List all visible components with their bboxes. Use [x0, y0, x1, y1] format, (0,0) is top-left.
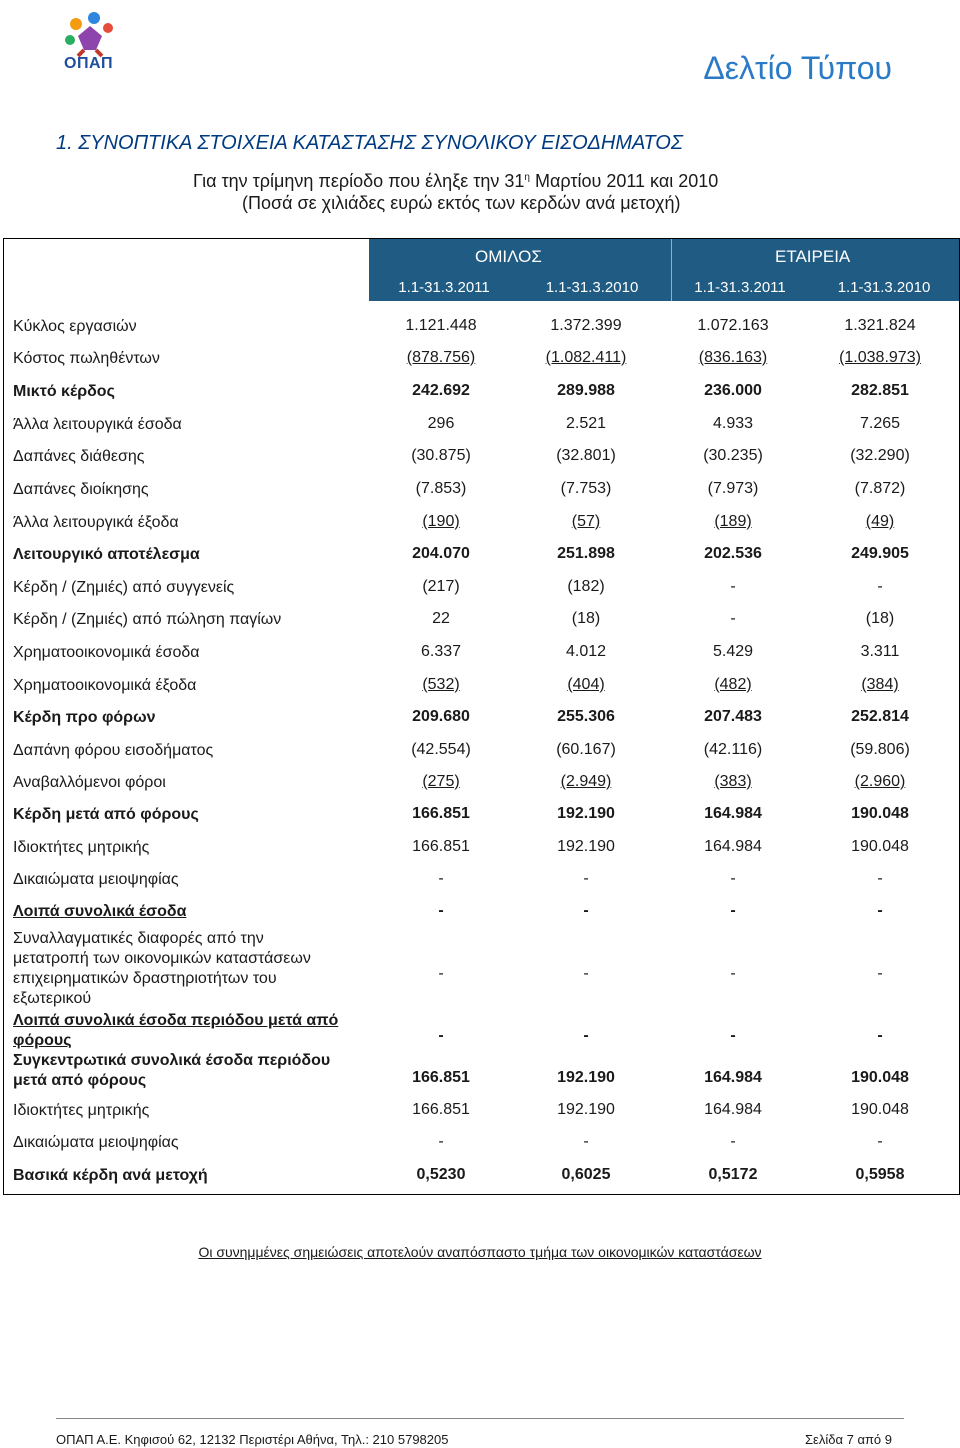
row-value: 192.190 [557, 805, 615, 822]
row-label: Λοιπά συνολικά έσοδα [13, 903, 187, 920]
row-value: - [438, 902, 444, 919]
row-label: Χρηματοοικονομικά έσοδα [13, 644, 200, 661]
table-row [4, 702, 959, 734]
table-row [4, 604, 959, 636]
row-value: 0,5958 [855, 1166, 905, 1183]
row-label: Αναβαλλόμενοι φόροι [13, 774, 166, 791]
table-row [4, 897, 959, 927]
row-value: - [877, 578, 883, 595]
table-row [4, 637, 959, 669]
row-value: 1.072.163 [697, 317, 769, 334]
table-row [4, 409, 959, 441]
row-label: Ιδιοκτήτες μητρικής [13, 1102, 150, 1119]
row-value: 1.121.448 [405, 317, 477, 334]
row-label-line: εξωτερικού [13, 990, 92, 1007]
period-subtitle: Για την τρίμηνη περίοδο που έληξε την $31^\eta$ Μαρτίου 2011 και 2010 [193, 171, 719, 191]
company-header: ΕΤΑΙΡΕΙΑ [775, 247, 851, 266]
row-label-line: Λοιπά συνολικά έσοδα περιόδου μετά από [13, 1012, 339, 1029]
row-value: - [730, 902, 736, 919]
row-value: - [730, 1133, 736, 1150]
row-value: (7.753) [560, 480, 612, 497]
row-label [13, 1051, 330, 1091]
table-row [4, 767, 959, 799]
row-value: 5.429 [712, 643, 754, 660]
row-label: Δαπάνη φόρου εισοδήματος [13, 742, 214, 759]
table-row [4, 343, 959, 375]
row-value: 192.190 [557, 1069, 615, 1086]
row-value: 242.692 [412, 382, 470, 399]
row-value: (57) [571, 513, 601, 530]
row-value: (7.872) [854, 480, 906, 497]
row-value: (7.853) [415, 480, 467, 497]
footer-address: ΟΠΑΠ Α.Ε. Κηφισού 62, 12132 Περιστέρι Αθήνα, Τηλ.: 210 5798205 [56, 1432, 449, 1447]
row-value: (190) [422, 513, 460, 530]
row-value: (404) [567, 676, 605, 693]
row-value: (42.554) [411, 741, 471, 758]
row-value: 249.905 [851, 545, 909, 562]
row-value: 2.521 [565, 415, 607, 432]
row-value: (60.167) [556, 741, 616, 758]
row-value: 209.680 [412, 708, 470, 725]
row-value: 204.070 [412, 545, 470, 562]
logo-text: ΟΠΑΠ [64, 55, 114, 72]
period-header: 1.1-31.3.2011 [694, 279, 786, 296]
row-label-line: Συγκεντρωτικά συνολικά έσοδα περιόδου [13, 1052, 331, 1069]
footer-divider [56, 1418, 904, 1419]
row-label: Δαπάνες διοίκησης [13, 481, 149, 498]
row-value: (18) [571, 610, 601, 627]
row-value: - [877, 870, 883, 887]
document-type-title: Δελτίο Τύπου [703, 50, 892, 86]
table-row [4, 864, 959, 896]
row-value: (49) [865, 513, 895, 530]
row-value: 289.988 [557, 382, 615, 399]
row-value: (1.082.411) [545, 349, 627, 366]
row-value: 202.536 [704, 545, 762, 562]
row-label: Κέρδη / (Ζημιές) από πώληση παγίων [13, 611, 282, 628]
row-value: (217) [422, 578, 460, 595]
row-label-line: μετατροπή των οικονομικών καταστάσεων [13, 950, 311, 967]
row-value: 252.814 [851, 708, 909, 725]
table-row [4, 572, 959, 604]
period-header: 1.1-31.3.2010 [837, 279, 931, 296]
row-value: 6.337 [420, 643, 462, 660]
row-label-line: φόρους [13, 1032, 72, 1049]
row-value: 164.984 [704, 838, 762, 855]
row-value: (878.756) [406, 349, 476, 366]
row-label-line: Συναλλαγματικές διαφορές από την [13, 930, 264, 947]
row-value: (275) [422, 773, 460, 790]
row-value: 1.321.824 [844, 317, 916, 334]
row-value: 166.851 [412, 805, 470, 822]
row-value: 296 [427, 415, 455, 432]
row-value: 190.048 [851, 1101, 909, 1118]
row-value: (32.290) [850, 447, 910, 464]
table-row [4, 507, 959, 539]
row-value: - [730, 578, 736, 595]
row-value: 166.851 [412, 1101, 470, 1118]
table-row [4, 832, 959, 864]
row-value: 4.012 [565, 643, 607, 660]
row-label: Χρηματοοικονομικά έξοδα [13, 677, 197, 694]
row-value: 22 [432, 610, 450, 627]
row-value: 251.898 [557, 545, 615, 562]
row-label: Άλλα λειτουργικά έξοδα [13, 514, 179, 531]
row-label: Μικτό κέρδος [13, 383, 115, 400]
row-value: 164.984 [704, 805, 762, 822]
row-value: (30.235) [703, 447, 763, 464]
row-value: - [877, 965, 883, 982]
row-value: - [438, 870, 444, 887]
table-row [4, 927, 959, 1007]
row-value: (384) [861, 676, 899, 693]
row-value: - [583, 965, 589, 982]
row-value: 282.851 [851, 382, 909, 399]
row-value: 207.483 [704, 708, 762, 725]
row-value: 236.000 [704, 382, 762, 399]
table-header [369, 239, 959, 301]
row-label: Κύκλος εργασιών [13, 318, 137, 335]
income-statement-table [3, 238, 960, 1195]
table-row [4, 1127, 959, 1159]
row-label: Βασικά κέρδη ανά μετοχή [13, 1167, 208, 1184]
row-label [13, 1011, 338, 1051]
section-title: 1. ΣΥΝΟΠΤΙΚΑ ΣΤΟΙΧΕΙΑ ΚΑΤΑΣΤΑΣΗΣ ΣΥΝΟΛΙΚΟΥ ΕΙΣΟΔΗΜΑΤΟΣ [56, 132, 683, 154]
row-value: 192.190 [557, 1101, 615, 1118]
table-row [4, 670, 959, 702]
table-row [4, 1095, 959, 1127]
row-value: 7.265 [859, 415, 901, 432]
table-row [4, 799, 959, 831]
row-label-line: μετά από φόρους [13, 1072, 147, 1089]
row-value: - [877, 902, 883, 919]
row-value: (189) [714, 513, 752, 530]
row-value: 190.048 [851, 805, 909, 822]
table-row [4, 311, 959, 343]
table-row [4, 1009, 959, 1049]
row-value: - [583, 870, 589, 887]
row-value: - [730, 870, 736, 887]
table-row [4, 1049, 959, 1093]
period-header: 1.1-31.3.2010 [545, 279, 639, 296]
table-row [4, 539, 959, 571]
row-value: (42.116) [703, 741, 763, 758]
row-value: 190.048 [851, 1069, 909, 1086]
row-value: - [730, 965, 736, 982]
page-number: Σελίδα 7 από 9 [805, 1432, 892, 1447]
row-label: Κέρδη μετά από φόρους [13, 806, 199, 823]
row-value: - [730, 610, 736, 627]
row-value: - [583, 1133, 589, 1150]
row-value: (2.949) [560, 773, 612, 790]
row-label: Λειτουργικό αποτέλεσμα [13, 546, 200, 563]
row-value: (182) [567, 578, 605, 595]
row-value: 255.306 [557, 708, 615, 725]
table-row [4, 474, 959, 506]
row-label: Δαπάνες διάθεσης [13, 448, 145, 465]
row-value: (18) [865, 610, 895, 627]
row-value: (836.163) [698, 349, 768, 366]
row-value: (30.875) [411, 447, 471, 464]
row-value: (59.806) [850, 741, 910, 758]
row-label: Δικαιώματα μειοψηφίας [13, 871, 179, 888]
row-value: - [438, 1133, 444, 1150]
row-label: Δικαιώματα μειοψηφίας [13, 1134, 179, 1151]
row-value: - [877, 1027, 883, 1044]
row-value: - [730, 1027, 736, 1044]
row-label-line: επιχειρηματικών δραστηριοτήτων του [13, 970, 277, 987]
row-label: Άλλα λειτουργικά έσοδα [13, 416, 182, 433]
period-header: 1.1-31.3.2011 [398, 279, 490, 296]
row-value: 1.372.399 [550, 317, 622, 334]
table-row [4, 1160, 959, 1192]
row-label: Κέρδη προ φόρων [13, 709, 156, 726]
row-value: (1.038.973) [839, 349, 921, 366]
table-row [4, 376, 959, 408]
row-value: (7.973) [707, 480, 759, 497]
row-label [13, 929, 311, 1009]
row-value: 190.048 [851, 838, 909, 855]
row-label: Ιδιοκτήτες μητρικής [13, 839, 150, 856]
row-value: 164.984 [704, 1069, 762, 1086]
footnote: Οι συνημμένες σημειώσεις αποτελούν αναπόσπαστο τμήμα των οικονομικών καταστάσεων [198, 1244, 762, 1260]
table-row [4, 735, 959, 767]
row-value: (482) [714, 676, 752, 693]
row-value: 4.933 [712, 415, 754, 432]
row-value: 164.984 [704, 1101, 762, 1118]
table-row [4, 441, 959, 473]
row-value: 0,5230 [416, 1166, 466, 1183]
row-value: 166.851 [412, 838, 470, 855]
row-value: 192.190 [557, 838, 615, 855]
row-value: (532) [422, 676, 460, 693]
group-header: ΟΜΙΛΟΣ [475, 247, 542, 266]
row-value: (32.801) [556, 447, 616, 464]
row-value: (2.960) [854, 773, 906, 790]
row-value: 0,5172 [708, 1166, 758, 1183]
row-value: - [877, 1133, 883, 1150]
row-label: Κόστος πωληθέντων [13, 350, 160, 367]
row-value: 0,6025 [561, 1166, 611, 1183]
row-value: - [438, 965, 444, 982]
row-value: - [583, 1027, 589, 1044]
amounts-note: (Ποσά σε χιλιάδες ευρώ εκτός των κερδών ανά μετοχή) [242, 193, 681, 213]
row-value: - [438, 1027, 444, 1044]
row-value: 3.311 [860, 643, 900, 660]
row-value: - [583, 902, 589, 919]
row-value: 166.851 [412, 1069, 470, 1086]
row-label: Κέρδη / (Ζημιές) από συγγενείς [13, 579, 235, 596]
row-value: (383) [714, 773, 752, 790]
